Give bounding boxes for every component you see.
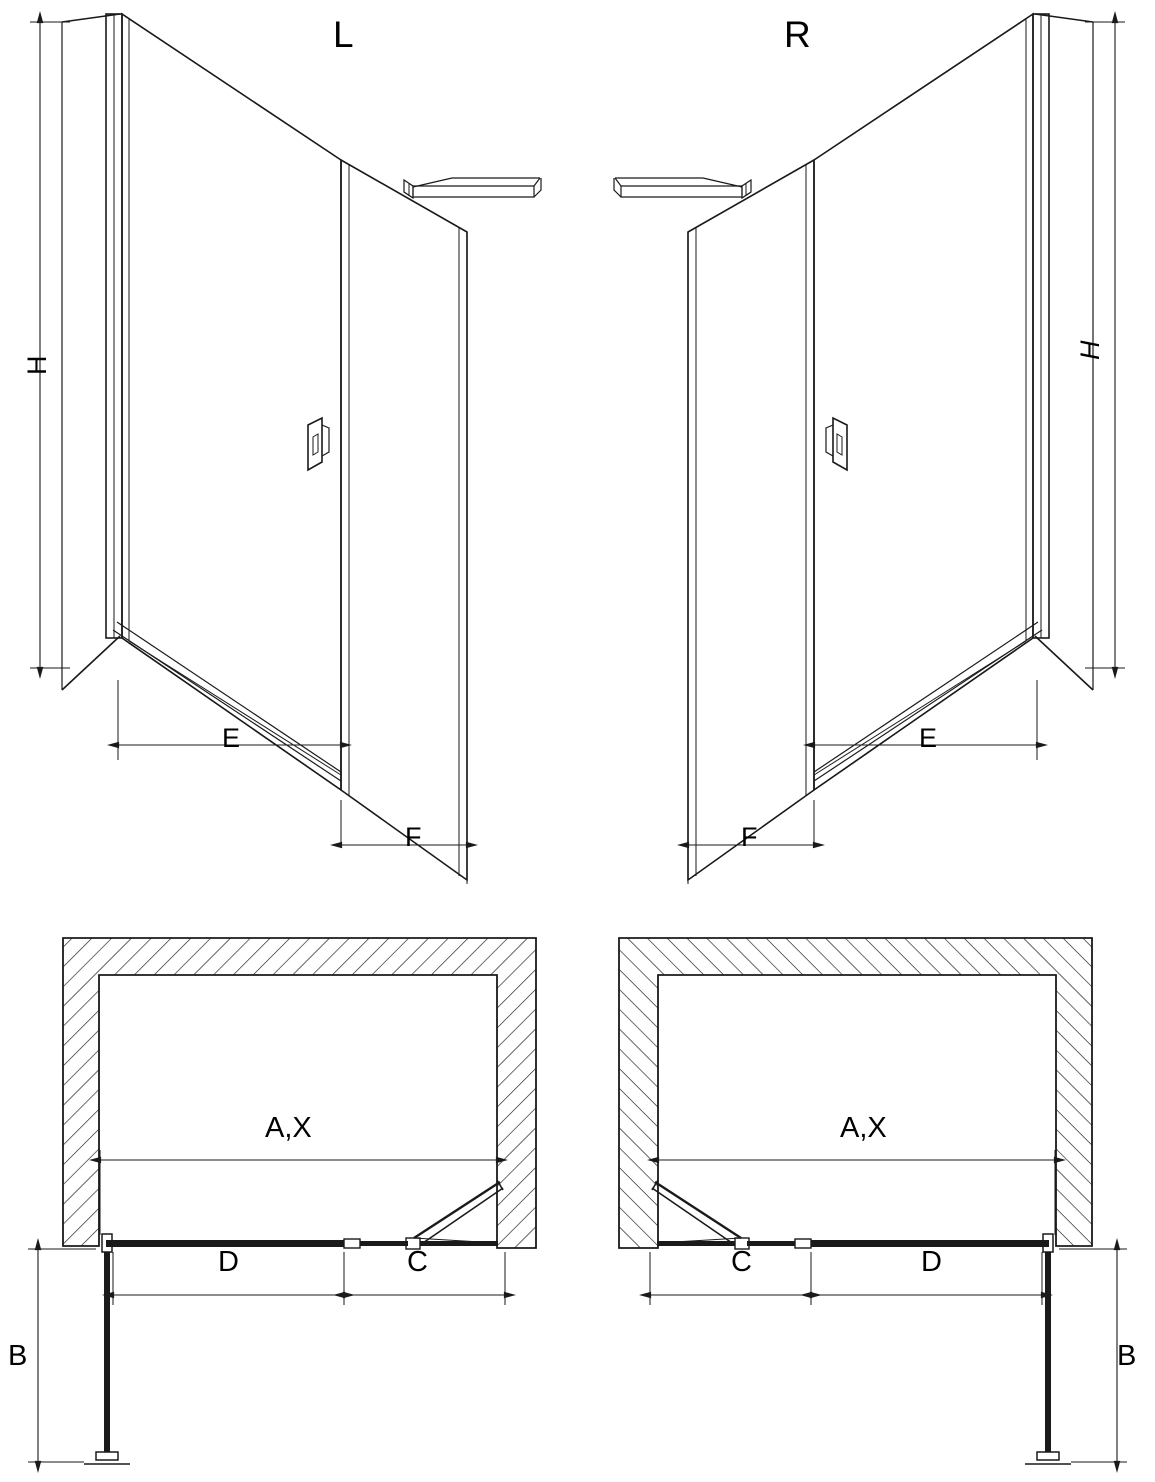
left-plan-d-label: D	[218, 1246, 239, 1278]
left-plan-view	[28, 938, 536, 1464]
right-plan-view	[619, 938, 1127, 1464]
right-plan-c-label: C	[731, 1246, 752, 1278]
left-perspective-view	[30, 14, 541, 884]
right-plan-overall-label: A,X	[840, 1112, 887, 1144]
left-plan-b-label: B	[8, 1340, 28, 1372]
left-height-label: H	[22, 355, 52, 375]
right-perspective-view	[614, 14, 1125, 884]
left-panel-e-label: E	[222, 723, 241, 753]
right-variant-title: R	[784, 14, 811, 55]
right-panel-f-label: F	[741, 822, 758, 852]
left-panel-f-label: F	[405, 822, 422, 852]
left-variant-title: L	[333, 14, 354, 55]
right-plan-b-label: B	[1117, 1340, 1137, 1372]
left-plan-overall-label: A,X	[265, 1112, 312, 1144]
right-panel-e-label: E	[919, 723, 938, 753]
left-plan-c-label: C	[407, 1246, 428, 1278]
right-height-label: H	[1075, 340, 1105, 360]
right-plan-d-label: D	[921, 1246, 942, 1278]
